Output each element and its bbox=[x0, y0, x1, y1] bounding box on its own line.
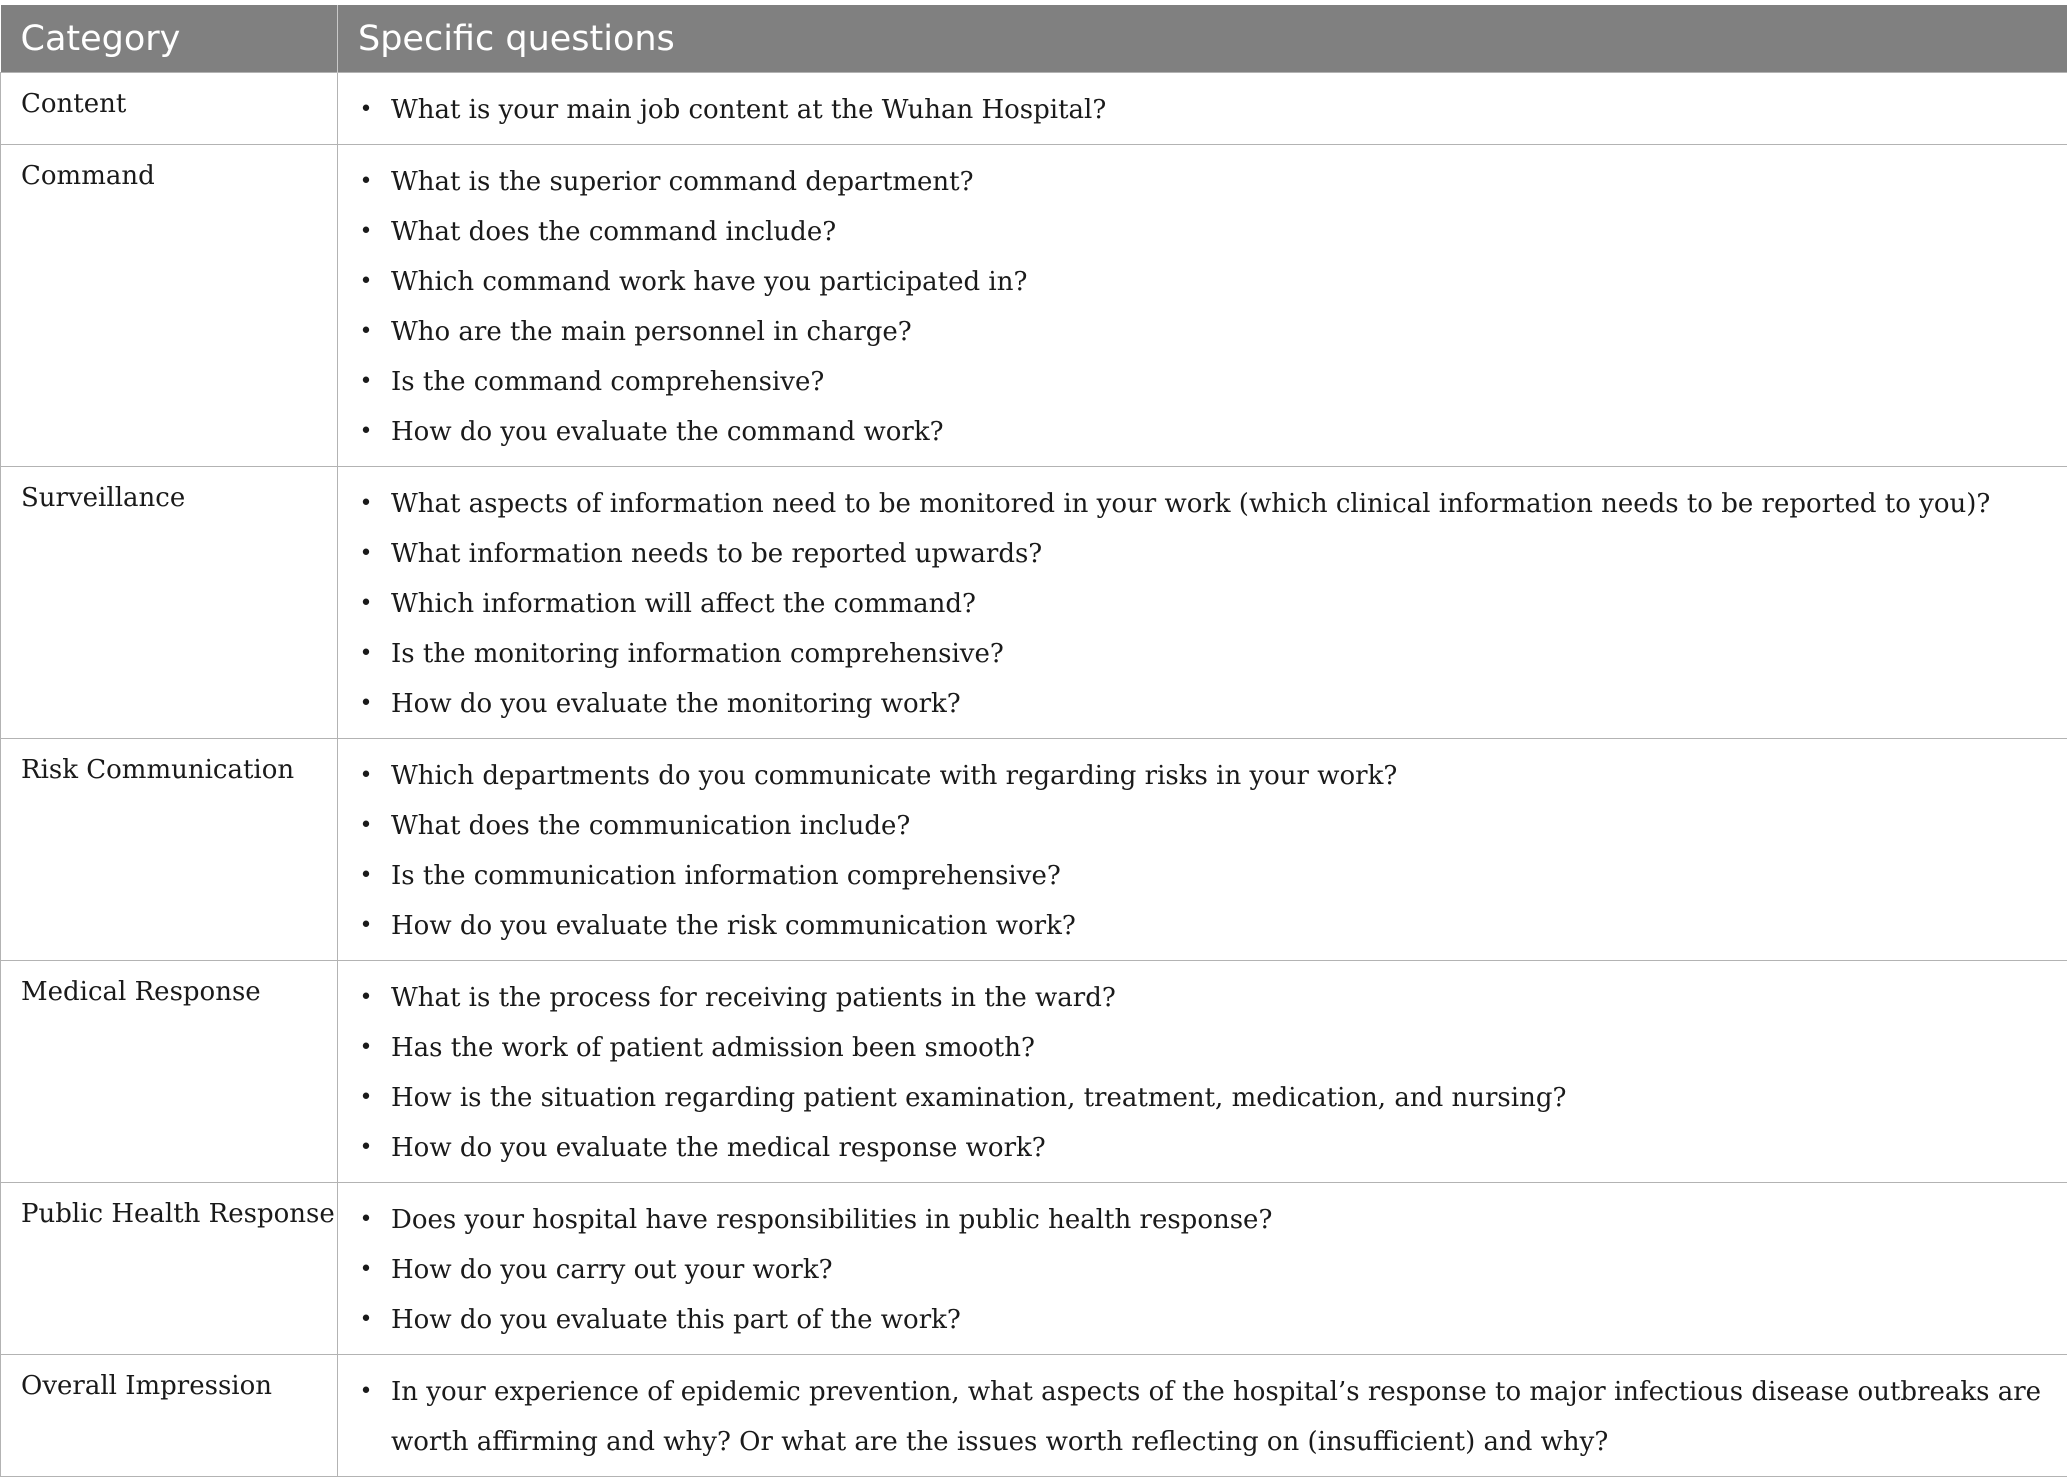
category-cell bbox=[1, 145, 338, 467]
bullet-icon: • bbox=[358, 257, 374, 307]
header-specific-questions: Specific questions bbox=[338, 5, 2067, 73]
question-text: Does your hospital have responsibilities in public health response? bbox=[391, 1205, 1272, 1235]
bullet-icon: • bbox=[358, 1195, 374, 1245]
question-text: What does the command include? bbox=[391, 217, 836, 247]
interview-questions-table bbox=[0, 5, 2067, 1477]
question-text: Who are the main personnel in charge? bbox=[391, 317, 912, 347]
bullet-icon: • bbox=[358, 629, 374, 679]
question-item bbox=[338, 1245, 2047, 1295]
question-list bbox=[338, 1183, 2067, 1354]
questions-cell bbox=[338, 739, 2067, 961]
question-item bbox=[338, 357, 2047, 407]
question-item bbox=[338, 1367, 2047, 1467]
question-item bbox=[338, 1195, 2047, 1245]
bullet-icon: • bbox=[358, 973, 374, 1023]
question-text: In your experience of epidemic prevention, what aspects of the hospital’s response to major infectious disease outbreaks are worth affirming and why? Or what are the issues worth reflecting on (insufficient) and why? bbox=[391, 1377, 2041, 1457]
table-row bbox=[1, 739, 2067, 961]
bullet-icon: • bbox=[358, 157, 374, 207]
category-cell bbox=[1, 467, 338, 739]
question-list bbox=[338, 145, 2067, 466]
table-row bbox=[1, 467, 2067, 739]
question-item bbox=[338, 207, 2047, 257]
question-text: How do you evaluate this part of the work? bbox=[391, 1305, 961, 1335]
bullet-icon: • bbox=[358, 579, 374, 629]
question-text: What does the communication include? bbox=[391, 811, 910, 841]
question-text: What is the process for receiving patients in the ward? bbox=[391, 983, 1116, 1013]
question-item bbox=[338, 257, 2047, 307]
category-label: Content bbox=[21, 85, 337, 123]
question-item bbox=[338, 751, 2047, 801]
table-body bbox=[1, 73, 2067, 1477]
questions-table-container bbox=[0, 5, 2067, 1477]
question-item bbox=[338, 1023, 2047, 1073]
question-item bbox=[338, 479, 2047, 529]
question-text: How is the situation regarding patient examination, treatment, medication, and nursing? bbox=[391, 1083, 1566, 1113]
question-item bbox=[338, 579, 2047, 629]
bullet-icon: • bbox=[358, 1295, 374, 1345]
question-list bbox=[338, 467, 2067, 738]
table-row bbox=[1, 1355, 2067, 1477]
question-text: Is the communication information comprehensive? bbox=[391, 861, 1061, 891]
question-list bbox=[338, 1355, 2067, 1476]
question-item bbox=[338, 1073, 2047, 1123]
question-text: What aspects of information need to be monitored in your work (which clinical information needs to be reported to you)? bbox=[391, 489, 1990, 519]
question-item bbox=[338, 529, 2047, 579]
category-cell bbox=[1, 1183, 338, 1355]
question-item bbox=[338, 157, 2047, 207]
question-item bbox=[338, 973, 2047, 1023]
bullet-icon: • bbox=[358, 407, 374, 457]
question-item bbox=[338, 901, 2047, 951]
question-text: What is your main job content at the Wuhan Hospital? bbox=[391, 95, 1106, 125]
category-cell bbox=[1, 1355, 338, 1477]
questions-cell bbox=[338, 467, 2067, 739]
question-list bbox=[338, 73, 2067, 144]
bullet-icon: • bbox=[358, 1023, 374, 1073]
question-text: Is the monitoring information comprehensive? bbox=[391, 639, 1004, 669]
question-text: How do you evaluate the medical response work? bbox=[391, 1133, 1046, 1163]
category-label: Risk Communication bbox=[21, 751, 337, 789]
question-text: How do you evaluate the risk communication work? bbox=[391, 911, 1076, 941]
bullet-icon: • bbox=[358, 801, 374, 851]
category-label: Medical Response bbox=[21, 973, 337, 1011]
question-item bbox=[338, 801, 2047, 851]
question-text: How do you carry out your work? bbox=[391, 1255, 833, 1285]
category-label: Surveillance bbox=[21, 479, 337, 517]
table-row bbox=[1, 145, 2067, 467]
category-cell bbox=[1, 73, 338, 145]
question-text: What is the superior command department? bbox=[391, 167, 974, 197]
bullet-icon: • bbox=[358, 1367, 374, 1417]
questions-cell bbox=[338, 1183, 2067, 1355]
bullet-icon: • bbox=[358, 679, 374, 729]
question-item bbox=[338, 307, 2047, 357]
question-list bbox=[338, 739, 2067, 960]
bullet-icon: • bbox=[358, 479, 374, 529]
header-row bbox=[1, 5, 2067, 73]
bullet-icon: • bbox=[358, 1073, 374, 1123]
bullet-icon: • bbox=[358, 1245, 374, 1295]
bullet-icon: • bbox=[358, 851, 374, 901]
bullet-icon: • bbox=[358, 307, 374, 357]
category-cell bbox=[1, 961, 338, 1183]
table-row bbox=[1, 961, 2067, 1183]
question-text: Which command work have you participated in? bbox=[391, 267, 1027, 297]
bullet-icon: • bbox=[358, 901, 374, 951]
question-item bbox=[338, 851, 2047, 901]
question-text: How do you evaluate the command work? bbox=[391, 417, 944, 447]
bullet-icon: • bbox=[358, 207, 374, 257]
bullet-icon: • bbox=[358, 85, 374, 135]
category-cell bbox=[1, 739, 338, 961]
question-item bbox=[338, 629, 2047, 679]
question-list bbox=[338, 961, 2067, 1182]
questions-cell bbox=[338, 145, 2067, 467]
question-text: Which departments do you communicate with regarding risks in your work? bbox=[391, 761, 1397, 791]
category-label: Command bbox=[21, 157, 337, 195]
category-label: Overall Impression bbox=[21, 1367, 337, 1405]
bullet-icon: • bbox=[358, 1123, 374, 1173]
bullet-icon: • bbox=[358, 529, 374, 579]
question-text: Which information will affect the command? bbox=[391, 589, 976, 619]
bullet-icon: • bbox=[358, 751, 374, 801]
question-item bbox=[338, 407, 2047, 457]
table-header bbox=[1, 5, 2067, 73]
bullet-icon: • bbox=[358, 357, 374, 407]
question-text: How do you evaluate the monitoring work? bbox=[391, 689, 961, 719]
questions-cell bbox=[338, 1355, 2067, 1477]
question-item bbox=[338, 85, 2047, 135]
question-text: Is the command comprehensive? bbox=[391, 367, 824, 397]
question-item bbox=[338, 1123, 2047, 1173]
question-item bbox=[338, 679, 2047, 729]
questions-cell bbox=[338, 73, 2067, 145]
table-row bbox=[1, 73, 2067, 145]
questions-cell bbox=[338, 961, 2067, 1183]
question-item bbox=[338, 1295, 2047, 1345]
header-category: Category bbox=[1, 5, 338, 73]
question-text: What information needs to be reported upwards? bbox=[391, 539, 1042, 569]
table-row bbox=[1, 1183, 2067, 1355]
category-label: Public Health Response bbox=[21, 1195, 337, 1233]
question-text: Has the work of patient admission been smooth? bbox=[391, 1033, 1035, 1063]
